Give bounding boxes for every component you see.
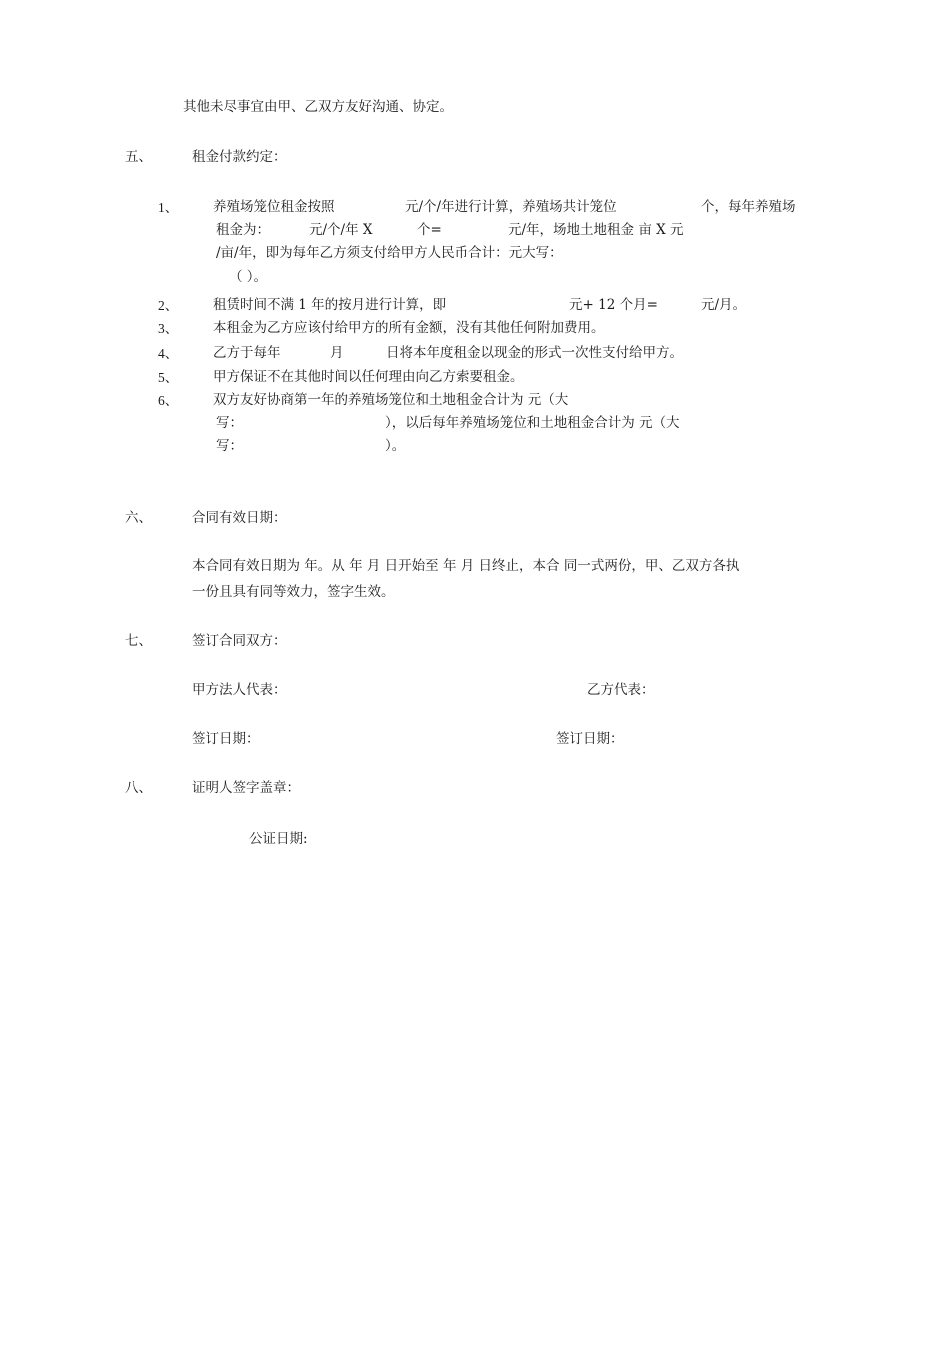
item-6-text: ）。 (385, 438, 406, 454)
item-6-number: 6、 (158, 393, 179, 408)
item-1-text: 个= (417, 222, 442, 238)
item-4-text: 月 (330, 345, 344, 361)
section-5-number: 五、 (125, 149, 152, 165)
section-8-title: 证明人签字盖章： (192, 780, 300, 796)
item-1-text: 个，每年养殖场 (701, 199, 796, 215)
item-1-text: （ ）。 (229, 269, 268, 285)
party-a-representative: 甲方法人代表： (192, 682, 287, 698)
item-4-text: 日将本年度租金以现金的形式一次性支付给甲方。 (386, 345, 683, 361)
item-1-text: 租金为： (216, 222, 270, 238)
item-1-text: 元/年，场地土地租金 亩 X 元 (508, 222, 684, 238)
section-6-number: 六、 (125, 510, 152, 526)
sign-date-b: 签订日期： (556, 731, 624, 747)
item-1-text: 养殖场笼位租金按照 (213, 199, 335, 215)
section-7-title: 签订合同双方： (192, 633, 287, 649)
section-6-text: 本合同有效日期为 年。从 年 月 日开始至 年 月 日终止，本合 同一式两份，甲、乙双方各执 (192, 558, 740, 574)
section-5-title: 租金付款约定： (192, 149, 287, 165)
item-5-text: 甲方保证不在其他时间以任何理由向乙方索要租金。 (213, 369, 524, 385)
item-5-number: 5、 (158, 370, 179, 385)
section-7-number: 七、 (125, 633, 152, 649)
item-6-text: 写： (216, 438, 243, 454)
item-1-number: 1、 (158, 200, 179, 215)
item-4-number: 4、 (158, 346, 179, 361)
item-4-text: 乙方于每年 (213, 345, 281, 361)
notary-date: 公证日期: (249, 831, 308, 847)
item-3-text: 本租金为乙方应该付给甲方的所有金额，没有其他任何附加费用。 (213, 320, 605, 336)
item-2-text: 租赁时间不满 1 年的按月进行计算，即 (213, 297, 447, 313)
item-2-text: 元+ 12 个月= (569, 297, 658, 313)
item-1-text: 元/个/年进行计算，养殖场共计笼位 (405, 199, 617, 215)
section-8-number: 八、 (125, 780, 152, 796)
item-6-text: 写： (216, 415, 243, 431)
section-6-text: 一份且具有同等效力，签字生效。 (192, 584, 395, 600)
item-6-text: 双方友好协商第一年的养殖场笼位和土地租金合计为 元（大 (213, 392, 569, 408)
intro-line: 其他未尽事宜由甲、乙双方友好沟通、协定。 (183, 99, 453, 115)
sign-date-a: 签订日期： (192, 731, 260, 747)
party-b-representative: 乙方代表： (587, 682, 655, 698)
section-6-title: 合同有效日期： (192, 510, 287, 526)
item-3-number: 3、 (158, 321, 179, 336)
item-6-text: ），以后每年养殖场笼位和土地租金合计为 元（大 (385, 415, 680, 431)
item-2-text: 元/月。 (701, 297, 747, 313)
item-2-number: 2、 (158, 298, 179, 313)
item-1-text: /亩/年，即为每年乙方须支付给甲方人民币合计：元大写： (216, 245, 563, 261)
item-1-text: 元/个/年 X (309, 222, 373, 238)
